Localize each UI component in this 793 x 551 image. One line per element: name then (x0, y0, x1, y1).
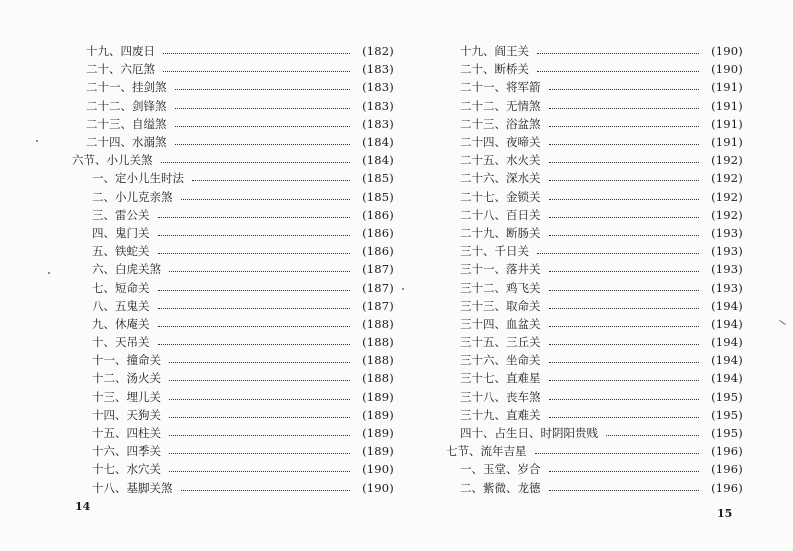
toc-entry-page: (196) (711, 480, 743, 495)
toc-leader-dots (175, 107, 351, 109)
toc-entry-page: (189) (362, 426, 394, 441)
toc-entry-title: 三十七、直难星 (460, 371, 541, 386)
toc-leader-dots (158, 216, 351, 218)
toc-entry (446, 351, 743, 369)
toc-entry-title: 二、紫微、龙德 (460, 480, 541, 495)
toc-entry (446, 206, 743, 224)
toc-entry (72, 260, 394, 278)
toc-entry-title: 七节、流年吉星 (446, 444, 527, 459)
toc-entry-page: (189) (362, 407, 394, 422)
toc-leader-dots (169, 361, 350, 363)
toc-leader-dots (549, 289, 700, 291)
toc-leader-dots (158, 307, 351, 309)
toc-leader-dots (163, 52, 350, 54)
toc-entry-page: (191) (711, 135, 743, 150)
toc-left-column (72, 42, 394, 497)
toc-entry-page: (183) (362, 80, 394, 95)
toc-entry-page: (193) (711, 280, 743, 295)
toc-leader-dots (549, 234, 700, 236)
toc-leader-dots (175, 143, 351, 145)
toc-entry-page: (189) (362, 444, 394, 459)
toc-entry-page: (194) (711, 316, 743, 331)
toc-entry-page: (190) (711, 44, 743, 59)
toc-entry (72, 78, 394, 96)
toc-entry-page: (194) (711, 298, 743, 313)
toc-entry (72, 42, 394, 60)
toc-entry-page: (187) (362, 262, 394, 277)
toc-entry-title: 二、小儿克亲煞 (92, 189, 173, 204)
toc-entry (72, 133, 394, 151)
toc-leader-dots (606, 434, 699, 436)
toc-leader-dots (549, 216, 700, 218)
toc-entry (446, 333, 743, 351)
toc-entry-page: (188) (362, 316, 394, 331)
toc-entry-page: (185) (362, 189, 394, 204)
toc-leader-dots (163, 70, 350, 72)
toc-entry-page: (187) (362, 280, 394, 295)
toc-leader-dots (537, 70, 699, 72)
toc-entry-title: 三十四、血盆关 (460, 316, 541, 331)
toc-entry (72, 60, 394, 78)
toc-leader-dots (535, 452, 700, 454)
toc-leader-dots (549, 398, 700, 400)
toc-entry (446, 224, 743, 242)
toc-entry (446, 406, 743, 424)
toc-entry-page: (192) (711, 189, 743, 204)
toc-entry-title: 四十、占生日、时阴阳贵贱 (460, 426, 598, 441)
toc-entry-title: 三十九、直难关 (460, 407, 541, 422)
scan-speck (48, 272, 50, 274)
toc-entry-title: 一、定小儿生时法 (92, 171, 184, 186)
toc-entry (446, 42, 743, 60)
toc-leader-dots (549, 307, 700, 309)
toc-entry-title: 三十八、丧车煞 (460, 389, 541, 404)
toc-entry (72, 206, 394, 224)
toc-entry (72, 151, 394, 169)
toc-entry-page: (195) (711, 389, 743, 404)
toc-entry (72, 406, 394, 424)
toc-entry-page: (191) (711, 98, 743, 113)
toc-entry-page: (195) (711, 407, 743, 422)
toc-entry (446, 133, 743, 151)
toc-entry-page: (193) (711, 262, 743, 277)
toc-leader-dots (192, 179, 350, 181)
toc-leader-dots (549, 379, 700, 381)
toc-entry-title: 二十一、挂剑煞 (86, 80, 167, 95)
toc-entry-page: (186) (362, 244, 394, 259)
toc-entry-page: (183) (362, 98, 394, 113)
toc-entry-page: (194) (711, 335, 743, 350)
toc-entry-title: 二十九、断肠关 (460, 225, 541, 240)
toc-leader-dots (181, 198, 351, 200)
toc-entry-title: 三十、千日关 (460, 244, 529, 259)
toc-entry-title: 二十、断桥关 (460, 62, 529, 77)
toc-entry-page: (192) (711, 153, 743, 168)
toc-leader-dots (158, 252, 351, 254)
toc-entry-title: 八、五鬼关 (92, 298, 150, 313)
toc-entry-title: 二十三、浴盆煞 (460, 116, 541, 131)
toc-entry-page: (191) (711, 116, 743, 131)
toc-entry-title: 十、天吊关 (92, 335, 150, 350)
toc-entry (446, 278, 743, 296)
toc-entry-page: (182) (362, 44, 394, 59)
toc-leader-dots (175, 88, 351, 90)
toc-entry (446, 424, 743, 442)
toc-entry-title: 十五、四柱关 (92, 426, 161, 441)
toc-entry-page: (187) (362, 298, 394, 313)
toc-entry-page: (186) (362, 207, 394, 222)
toc-entry-page: (188) (362, 335, 394, 350)
toc-leader-dots (549, 88, 700, 90)
toc-entry-title: 十四、天狗关 (92, 407, 161, 422)
toc-entry-title: 六节、小儿关煞 (72, 153, 153, 168)
toc-entry-title: 十七、水穴关 (92, 462, 161, 477)
toc-entry (72, 479, 394, 497)
toc-entry-title: 二十一、将军箭 (460, 80, 541, 95)
toc-entry-page: (191) (711, 80, 743, 95)
toc-entry-title: 二十八、百日关 (460, 207, 541, 222)
toc-entry (72, 442, 394, 460)
toc-entry-page: (186) (362, 225, 394, 240)
toc-entry-title: 三十三、取命关 (460, 298, 541, 313)
page-number-left: 14 (75, 500, 91, 513)
toc-entry-page: (193) (711, 244, 743, 259)
toc-right-column (446, 42, 743, 497)
toc-entry (72, 188, 394, 206)
toc-entry-title: 二十四、水溺煞 (86, 135, 167, 150)
toc-leader-dots (158, 234, 351, 236)
toc-entry-title: 九、休庵关 (92, 316, 150, 331)
toc-entry (72, 224, 394, 242)
toc-entry (72, 351, 394, 369)
toc-leader-dots (549, 270, 700, 272)
toc-entry-page: (190) (362, 480, 394, 495)
toc-entry (446, 442, 743, 460)
toc-entry-title: 二十二、无情煞 (460, 98, 541, 113)
toc-entry (446, 151, 743, 169)
toc-entry-title: 十九、四废日 (86, 44, 155, 59)
toc-entry (72, 297, 394, 315)
toc-leader-dots (549, 198, 700, 200)
toc-leader-dots (549, 125, 700, 127)
toc-entry-page: (192) (711, 171, 743, 186)
toc-entry-title: 二十六、深水关 (460, 171, 541, 186)
toc-entry-title: 七、短命关 (92, 280, 150, 295)
toc-entry (72, 333, 394, 351)
toc-entry-title: 二十七、金锁关 (460, 189, 541, 204)
toc-leader-dots (537, 52, 699, 54)
toc-entry-page: (194) (711, 371, 743, 386)
toc-leader-dots (169, 470, 350, 472)
toc-leader-dots (549, 470, 700, 472)
toc-entry (446, 297, 743, 315)
toc-entry (446, 242, 743, 260)
toc-leader-dots (549, 343, 700, 345)
toc-entry (446, 369, 743, 387)
toc-entry-title: 十三、埋儿关 (92, 389, 161, 404)
toc-entry-title: 二十、六厄煞 (86, 62, 155, 77)
toc-entry-page: (188) (362, 353, 394, 368)
toc-leader-dots (169, 416, 350, 418)
toc-entry (446, 188, 743, 206)
toc-leader-dots (169, 452, 350, 454)
toc-leader-dots (549, 107, 700, 109)
toc-entry-title: 十六、四季关 (92, 444, 161, 459)
toc-entry-title: 二十五、水火关 (460, 153, 541, 168)
toc-leader-dots (169, 379, 350, 381)
toc-entry (72, 97, 394, 115)
toc-entry (446, 388, 743, 406)
toc-entry (446, 115, 743, 133)
toc-entry (72, 315, 394, 333)
toc-entry-title: 三十六、坐命关 (460, 353, 541, 368)
toc-entry-page: (195) (711, 426, 743, 441)
toc-entry (446, 97, 743, 115)
toc-entry-page: (193) (711, 225, 743, 240)
toc-leader-dots (549, 179, 700, 181)
toc-leader-dots (181, 489, 351, 491)
toc-entry-title: 三十五、三丘关 (460, 335, 541, 350)
toc-entry-title: 六、白虎关煞 (92, 262, 161, 277)
page-number-right: 15 (717, 507, 733, 520)
toc-leader-dots (549, 489, 700, 491)
toc-entry (446, 260, 743, 278)
toc-entry-title: 二十三、自缢煞 (86, 116, 167, 131)
toc-leader-dots (161, 161, 351, 163)
toc-entry (446, 479, 743, 497)
toc-entry (446, 169, 743, 187)
toc-leader-dots (549, 325, 700, 327)
scan-speck (402, 288, 404, 290)
toc-leader-dots (158, 343, 351, 345)
toc-entry (446, 315, 743, 333)
toc-entry-title: 二十二、剑锋煞 (86, 98, 167, 113)
toc-leader-dots (158, 289, 351, 291)
toc-leader-dots (158, 325, 351, 327)
toc-entry-page: (194) (711, 353, 743, 368)
toc-leader-dots (549, 361, 700, 363)
toc-entry (446, 78, 743, 96)
toc-entry-page: (185) (362, 171, 394, 186)
toc-leader-dots (169, 270, 350, 272)
toc-entry (446, 60, 743, 78)
toc-entry-title: 五、铁蛇关 (92, 244, 150, 259)
toc-entry (72, 460, 394, 478)
toc-entry-page: (190) (711, 62, 743, 77)
toc-entry-page: (184) (362, 153, 394, 168)
toc-entry-title: 一、玉堂、岁合 (460, 462, 541, 477)
toc-entry-title: 三、雷公关 (92, 207, 150, 222)
toc-entry-title: 二十四、夜啼关 (460, 135, 541, 150)
toc-entry (72, 424, 394, 442)
toc-entry (72, 169, 394, 187)
toc-leader-dots (169, 434, 350, 436)
toc-entry-page: (192) (711, 207, 743, 222)
toc-entry-page: (184) (362, 135, 394, 150)
toc-entry-title: 十八、基脚关煞 (92, 480, 173, 495)
toc-entry-page: (190) (362, 462, 394, 477)
toc-entry-title: 十九、阎王关 (460, 44, 529, 59)
toc-entry (72, 115, 394, 133)
toc-leader-dots (537, 252, 699, 254)
toc-entry-page: (183) (362, 62, 394, 77)
scan-speck (779, 320, 787, 326)
toc-entry-page: (196) (711, 444, 743, 459)
toc-leader-dots (169, 398, 350, 400)
toc-entry-title: 三十二、鸡飞关 (460, 280, 541, 295)
toc-leader-dots (175, 125, 351, 127)
toc-entry-page: (189) (362, 389, 394, 404)
toc-entry-page: (196) (711, 462, 743, 477)
toc-entry (72, 278, 394, 296)
toc-entry-title: 十二、汤火关 (92, 371, 161, 386)
toc-entry-page: (183) (362, 116, 394, 131)
toc-entry (72, 388, 394, 406)
toc-entry (72, 369, 394, 387)
toc-entry (72, 242, 394, 260)
toc-entry (446, 460, 743, 478)
toc-entry-title: 三十一、落井关 (460, 262, 541, 277)
toc-leader-dots (549, 143, 700, 145)
toc-entry-title: 十一、撞命关 (92, 353, 161, 368)
toc-entry-title: 四、鬼门关 (92, 225, 150, 240)
toc-leader-dots (549, 416, 700, 418)
toc-entry-page: (188) (362, 371, 394, 386)
scan-speck (36, 140, 38, 142)
toc-leader-dots (549, 161, 700, 163)
